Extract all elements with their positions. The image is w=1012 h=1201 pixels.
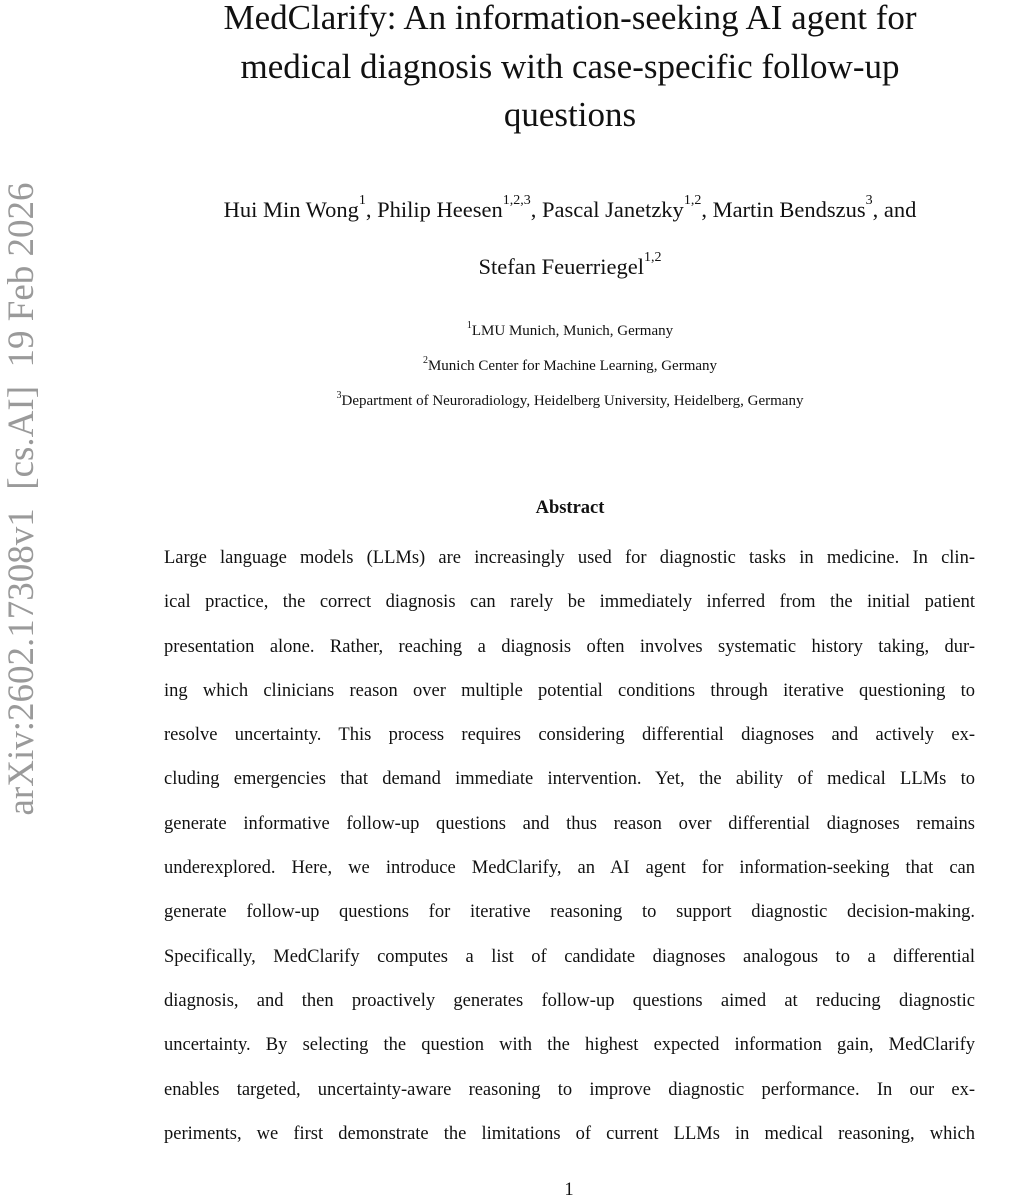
- affiliation-text: LMU Munich, Munich, Germany: [471, 323, 674, 339]
- author-separator: ,: [701, 197, 713, 222]
- abstract-line: ing which clinicians reason over multiple potential conditions through iterative questioning to: [164, 680, 975, 701]
- abstract-line: enables targeted, uncertainty-aware reasoning to improve diagnostic performance. In our ex-: [164, 1079, 975, 1100]
- author-name: Pascal Janetzky: [541, 197, 684, 222]
- author-name: Philip Heesen: [377, 197, 503, 222]
- affiliation-marker: 3: [336, 390, 342, 401]
- abstract-heading: Abstract: [535, 498, 605, 518]
- abstract-line: uncertainty. By selecting the question with the highest expected information gain, MedClarify: [164, 1035, 975, 1056]
- abstract-line: cluding emergencies that demand immediate intervention. Yet, the ability of medical LLMs to: [164, 769, 975, 790]
- abstract-line: ical practice, the correct diagnosis can rarely be immediately inferred from the initial patient: [164, 592, 975, 613]
- author-affiliation-marker: 1,2: [683, 193, 702, 208]
- abstract-line: diagnosis, and then proactively generates follow-up questions aimed at reducing diagnostic: [164, 990, 975, 1011]
- abstract-body: [164, 544, 975, 1164]
- title-line: medical diagnosis with case-specific follow-up: [240, 46, 900, 86]
- author-affiliation-marker: 1: [358, 193, 366, 208]
- affiliation-text: Department of Neuroradiology, Heidelberg University, Heidelberg, Germany: [341, 393, 804, 409]
- affiliation-marker: 2: [422, 355, 428, 366]
- affiliation-text: Munich Center for Machine Learning, Germany: [427, 358, 718, 374]
- abstract-line: presentation alone. Rather, reaching a diagnosis often involves systematic history taking, dur-: [164, 636, 975, 657]
- author-affiliation-marker: 1,2: [644, 250, 662, 265]
- arxiv-identifier-stamp: arXiv:2602.17308v1 [cs.AI] 19 Feb 2026: [1, 182, 42, 816]
- page-number: 1: [564, 1180, 574, 1200]
- affiliation: [150, 390, 990, 410]
- author-separator: , and: [872, 197, 917, 222]
- author-list-line-1: [110, 193, 1012, 223]
- affiliation-marker: 1: [466, 320, 472, 331]
- abstract-line: underexplored. Here, we introduce MedClarify, an AI agent for information-seeking that can: [164, 858, 975, 879]
- affiliation: [150, 355, 990, 375]
- author-name: Hui Min Wong: [223, 197, 359, 222]
- abstract-line: Large language models (LLMs) are increasingly used for diagnostic tasks in medicine. In clin-: [164, 548, 975, 568]
- author-name: Martin Bendszus: [712, 197, 866, 222]
- abstract-line: generate informative follow-up questions and thus reason over differential diagnoses remains: [164, 813, 975, 834]
- author-affiliation-marker: 3: [865, 193, 873, 208]
- abstract-line: generate follow-up questions for iterative reasoning to support diagnostic decision-making.: [164, 902, 975, 923]
- abstract-line: Specifically, MedClarify computes a list of candidate diagnoses analogous to a differential: [164, 946, 975, 967]
- abstract-line: periments, we first demonstrate the limitations of current LLMs in medical reasoning, which: [164, 1123, 975, 1144]
- abstract-line: resolve uncertainty. This process requires considering differential diagnoses and actively ex-: [164, 725, 975, 746]
- author-separator: ,: [530, 197, 542, 222]
- affiliation: [150, 320, 990, 340]
- paper-title: [150, 0, 990, 140]
- author-list-line-2: [110, 250, 1012, 280]
- author-separator: ,: [365, 197, 378, 222]
- title-line: questions: [503, 95, 637, 134]
- author-name: Stefan Feuerriegel: [478, 254, 645, 279]
- author-affiliation-marker: 1,2,3: [502, 193, 531, 208]
- title-line: MedClarify: An information-seeking AI agent for: [223, 0, 917, 37]
